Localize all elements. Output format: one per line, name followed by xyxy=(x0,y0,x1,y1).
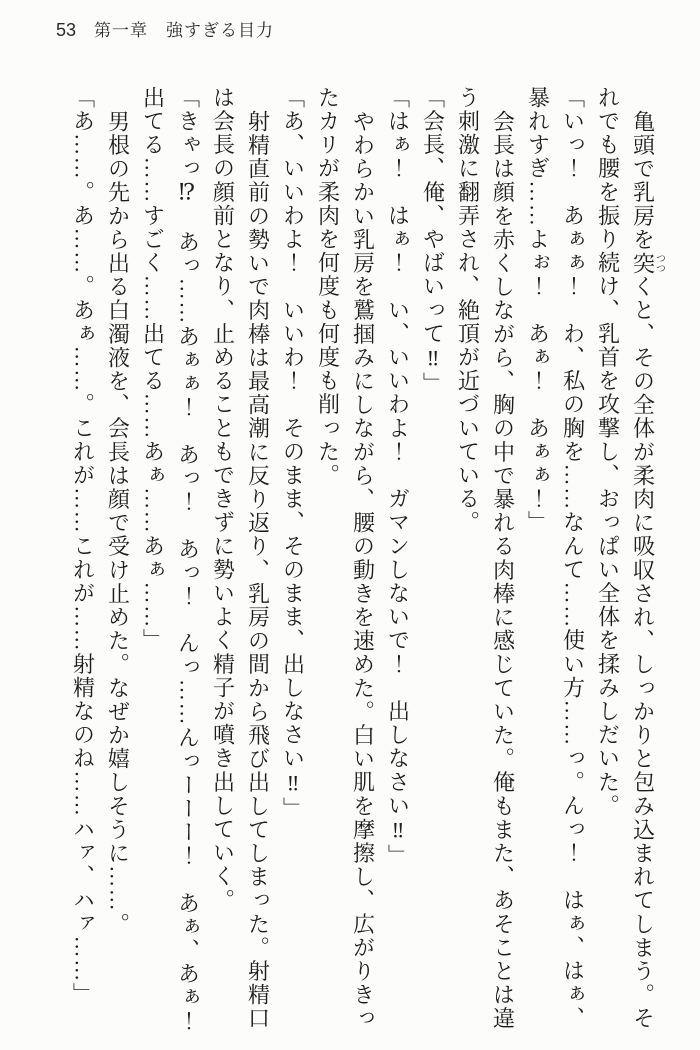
text-line: 出てる……すごく……出てる……あぁ……あぁ……」 xyxy=(140,86,166,653)
text-line: 「きゃっ⁉ あっ……あぁぁ！ あっ！ あっ！ んっ……んっーーー！ あぁ、あぁ！ xyxy=(175,86,201,1033)
text-line: 会長は顔を赤くしながら、胸の中で暴れる肉棒に感じていた。俺もまた、あそことは違 xyxy=(490,110,516,1031)
chapter-title: 第一章 強すぎる目力 xyxy=(94,21,275,40)
ruby-annotated-char: 突つつ xyxy=(630,251,665,276)
text-line: れでも腰を振り続け、乳首を攻撃し、おっぱい全体を揉みしだいた。 xyxy=(595,86,621,818)
text-line: 射精直前の勢いで肉棒は最高潮に反り返り、乳房の間から飛び出してしまった。射精口 xyxy=(245,110,271,1031)
page-number: 53 xyxy=(56,20,77,40)
text-line: は会長の顔前となり、止めることもできずに勢いよく精子が噴き出していく。 xyxy=(210,86,236,912)
text-line: う刺激に翻弄され、絶頂が近づいている。 xyxy=(455,86,481,535)
text-line: 「はぁ！ はぁ！ い、いいわよ！ ガマンしないで！ 出しなさい‼」 xyxy=(385,86,411,868)
text-line: 「会長、俺、やばいって‼」 xyxy=(420,86,446,396)
text-line: 暴れすぎ……よぉ！ あぁ！ あぁぁ！」 xyxy=(525,86,551,535)
text-line: 男根の先から出る白濁液を、会長は顔で受け止めた。なぜか嬉しそうに……。 xyxy=(105,110,131,936)
text-line: やわらかい乳房を鷲掴みにしながら、腰の動きを速めた。白い肌を摩擦し、広がりきっ xyxy=(350,110,376,1031)
text-line: 亀頭で乳房を突つつくと、その全体が柔肉に吸収され、しっかりと包み込まれてしまう。そ xyxy=(630,110,665,1031)
text-line: 「いっ！ あぁぁ！ わ、私の胸を……なんて……使い方……っ。んっ！ はぁ、はぁ、 xyxy=(560,86,586,1030)
text-line: 「あ……。あ……。あぁ……。これが……これが……射精なのね……ハァ、ハァ……」 xyxy=(70,86,96,1007)
text-line: 「あ、いいわよ！ いいわ！ そのまま、そのまま、出しなさい‼」 xyxy=(280,86,306,821)
text-line: たカリが柔肉を何度も何度も削った。 xyxy=(315,86,341,488)
vertical-text-body xyxy=(66,86,665,1044)
running-head xyxy=(56,16,274,41)
